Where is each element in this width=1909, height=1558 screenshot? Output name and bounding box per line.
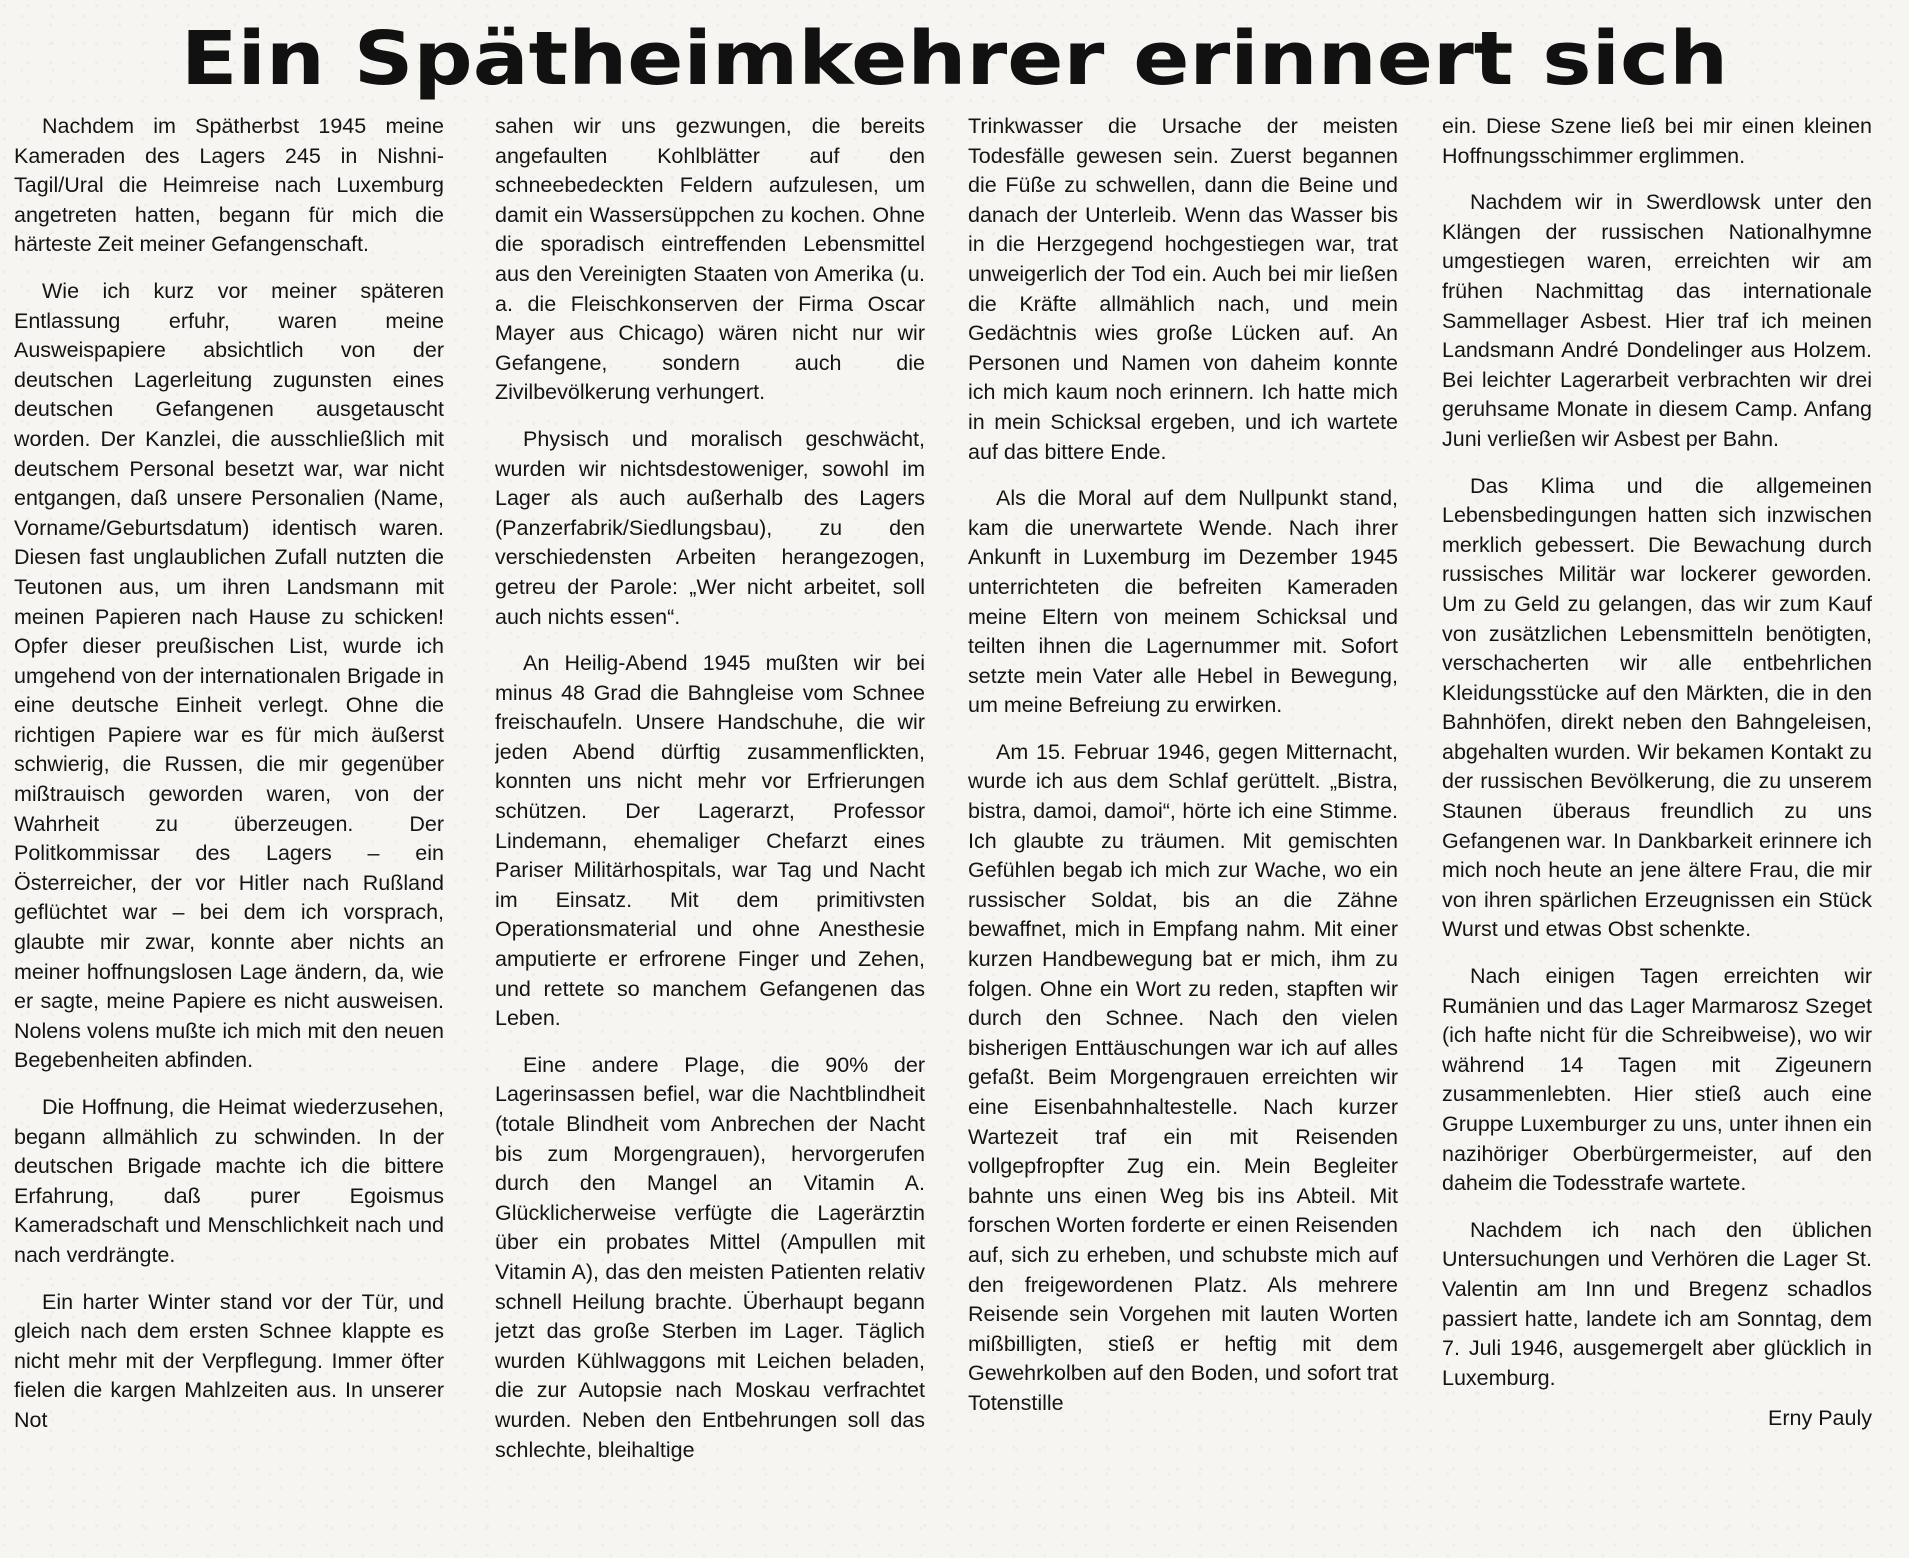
paragraph: Die Hoffnung, die Heimat wiederzusehen, begann allmählich zu schwinden. In der deutschen Brigade machte ich die bittere Erfahrung, daß purer Egoismus Kameradschaft und Menschlichkeit nach und nach verdrängte. — [14, 1095, 444, 1267]
paragraph: Nachdem ich nach den üblichen Untersuchungen und Verhören die Lager St. Valentin am Inn und Bregenz schadlos passiert hatte, landete ich am Sonntag, dem 7. Juli 1946, ausgemergelt aber glücklich in Luxemburg. — [1442, 1217, 1872, 1390]
paragraph: An Heilig-Abend 1945 mußten wir bei minus 48 Grad die Bahngleise vom Schnee freischaufeln. Unsere Handschuhe, die wir jeden Abend dürftig zusammenflickten, konnten uns nicht mehr vor Erfrierungen schützen. Der Lagerarzt, Professor Lindemann, ehemaliger Chefarzt eines Pariser Militärhospitals, war Tag und Nacht im Einsatz. Mit dem primitivsten Operationsmaterial und ohne Anesthesie amputierte er erfrorene Finger und Zehen, und rettete so manchem Gefangenen das Leben. — [495, 651, 925, 1031]
paragraph: Das Klima und die allgemeinen Lebensbedingungen hatten sich inzwischen merklich gebessert. Die Bewachung durch russisches Militär war lockerer geworden. Um zu Geld zu gelangen, das wir zum Kauf von zusätzlichen Lebensmitteln benötigten, verschacherten wir alle entbehrlichen Kleidungsstücke auf den Märkten, die in den Bahnhöfen, direkt neben den Bahngeleisen, abgehalten wurden. Wir bekamen Kontakt zu der russischen Bevölkerung, die zu unserem Staunen überaus freundlich zu uns Gefangenen war. In Dankbarkeit erinnere ich mich noch heute an jene ältere Frau, die mir von ihren spärlichen Erzeugnissen ein Stück Wurst und etwas Obst schenkte. — [1442, 473, 1872, 942]
article-column-3 — [968, 112, 1398, 1552]
article-column-2 — [495, 112, 925, 1552]
paragraph: Eine andere Plage, die 90% der Lagerinsassen befiel, war die Nachtblindheit (totale Blindheit vom Anbrechen der Nacht bis zum Morgengrauen), hervorgerufen durch den Mangel an Vitamin A. Glücklicherweise verfügte die Lagerärztin über ein probates Mittel (Ampullen mit Vitamin A), das den meisten Patienten relativ schnell Heilung brachte. Überhaupt begann jetzt das große Sterben im Lager. Täglich wurden Kühlwaggons mit Leichen beladen, die zur Autopsie nach Moskau verfrachtet wurden. Neben den Entbehrungen soll das schlechte, bleihaltige — [495, 1052, 925, 1462]
article-column-1 — [14, 112, 444, 1552]
paragraph: Wie ich kurz vor meiner späteren Entlassung erfuhr, waren meine Ausweispapiere absichtlich von der deutschen Lagerleitung zugunsten eines deutschen Gefangenen ausgetauscht worden. Der Kanzlei, die ausschließlich mit deutschem Personal besetzt war, war nicht entgangen, daß unsere Personalien (Name, Vorname/Geburtsdatum) identisch waren. Diesen fast unglaublichen Zufall nutzten die Teutonen aus, um ihren Landsmann mit meinen Papieren nach Hause zu schicken! Opfer dieser preußischen List, wurde ich umgehend von der internationalen Brigade in eine deutsche Einheit verlegt. Ohne die richtigen Papiere war es für mich äußerst schwierig, die Russen, die mir gegenüber mißtrauisch geworden waren, von der Wahrheit zu überzeugen. Der Politkommissar des Lagers – ein Österreicher, der vor Hitler nach Rußland geflüchtet war – bei dem ich vorsprach, glaubte mir zwar, konnte aber nichts an meiner hoffnungslosen Lage ändern, da, wie er sagte, meine Papiere es nicht ausweisen. Nolens volens mußte ich mich mit den neuen Begebenheiten abfinden. — [14, 278, 444, 1073]
paragraph: sahen wir uns gezwungen, die bereits angefaulten Kohlblätter auf den schneebedeckten Feldern aufzulesen, um damit ein Wassersüppchen zu kochen. Ohne die sporadisch eintreffenden Lebensmittel aus den Vereinigten Staaten von Amerika (u. a. die Fleischkonserven der Firma Oscar Mayer aus Chicago) wären nicht nur wir Gefangene, sondern auch die Zivilbevölkerung verhungert. — [495, 114, 925, 405]
paragraph: Nachdem im Spätherbst 1945 meine Kameraden des Lagers 245 in Nishni-Tagil/Ural die Heimreise nach Luxemburg angetreten hatten, begann für mich die härteste Zeit meiner Gefangenschaft. — [14, 114, 444, 257]
paragraph: Als die Moral auf dem Nullpunkt stand, kam die unerwartete Wende. Nach ihrer Ankunft in Luxemburg im Dezember 1945 unterrichteten die befreiten Kameraden meine Eltern von meinem Schicksal und teilten ihnen die Lagernummer mit. Sofort setzte mein Vater alle Hebel in Bewegung, um meine Befreiung zu erwirken. — [968, 486, 1398, 718]
author-signature: Erny Pauly — [1768, 1406, 1872, 1431]
paragraph: Nachdem wir in Swerdlowsk unter den Klängen der russischen Nationalhymne umgestiegen waren, erreichten wir am frühen Nachmittag das internationale Sammellager Asbest. Hier traf ich meinen Landsmann André Dondelinger aus Holzem. Bei leichter Lagerarbeit verbrachten wir drei geruhsame Monate in diesem Camp. Anfang Juni verließen wir Asbest per Bahn. — [1442, 190, 1872, 451]
paragraph: ein. Diese Szene ließ bei mir einen kleinen Hoffnungsschimmer erglimmen. — [1442, 114, 1872, 168]
paragraph: Nach einigen Tagen erreichten wir Rumänien und das Lager Marmarosz Szeget (ich hafte nicht für die Schreibweise), wo wir während 14 Tagen mit Zigeunern zusammenlebten. Hier stieß auch eine Gruppe Luxemburger zu uns, unter ihnen ein nazihöriger Oberbürgermeister, auf den daheim die Todesstrafe wartete. — [1442, 964, 1872, 1196]
article-column-4 — [1442, 112, 1872, 1552]
article-headline: Ein Spätheimkehrer erinnert sich — [180, 16, 1729, 102]
paragraph: Physisch und moralisch geschwächt, wurden wir nichtsdestoweniger, sowohl im Lager als auch außerhalb des Lagers (Panzerfabrik/Siedlungsbau), zu den verschiedensten Arbeiten herangezogen, getreu der Parole: „Wer nicht arbeitet, soll auch nichts essen“. — [495, 426, 925, 629]
paragraph: Ein harter Winter stand vor der Tür, und gleich nach dem ersten Schnee klappte es nicht mehr mit der Verpflegung. Immer öfter fielen die kargen Mahlzeiten aus. In unserer Not — [14, 1289, 444, 1432]
paragraph: Trinkwasser die Ursache der meisten Todesfälle gewesen sein. Zuerst begannen die Füße zu schwellen, dann die Beine und danach der Unterleib. Wenn das Wasser bis in die Herzgegend hochgestiegen war, trat unweigerlich der Tod ein. Auch bei mir ließen die Kräfte allmählich nach, und mein Gedächtnis wies große Lücken auf. An Personen und Namen von daheim konnte ich mich kaum noch erinnern. Ich hatte mich in mein Schicksal ergeben, und ich wartete auf das bittere Ende. — [968, 114, 1398, 464]
paragraph: Am 15. Februar 1946, gegen Mitternacht, wurde ich aus dem Schlaf gerüttelt. „Bistra, bistra, damoi, damoi“, hörte ich eine Stimme. Ich glaubte zu träumen. Mit gemischten Gefühlen begab ich mich zur Wache, wo ein russischer Soldat, bis an die Zähne bewaffnet, mich in Empfang nahm. Mit einer kurzen Handbewegung bat er mich, ihm zu folgen. Ohne ein Wort zu reden, stapften wir durch den Schnee. Nach den vielen bisherigen Enttäuschungen war ich auf alles gefaßt. Beim Morgengrauen erreichten wir eine Eisenbahnhaltestelle. Nach kurzer Wartezeit traf ein mit Reisenden vollgepfropfter Zug ein. Mein Begleiter bahnte uns einen Weg bis ins Abteil. Mit forschen Worten forderte er einen Reisenden auf, sich zu erheben, und schubste mich auf den freigewordenen Platz. Als mehrere Reisende sein Vorgehen mit lauten Worten mißbilligten, stieß er heftig mit dem Gewehrkolben auf den Boden, und sofort trat Totenstille — [968, 739, 1398, 1415]
